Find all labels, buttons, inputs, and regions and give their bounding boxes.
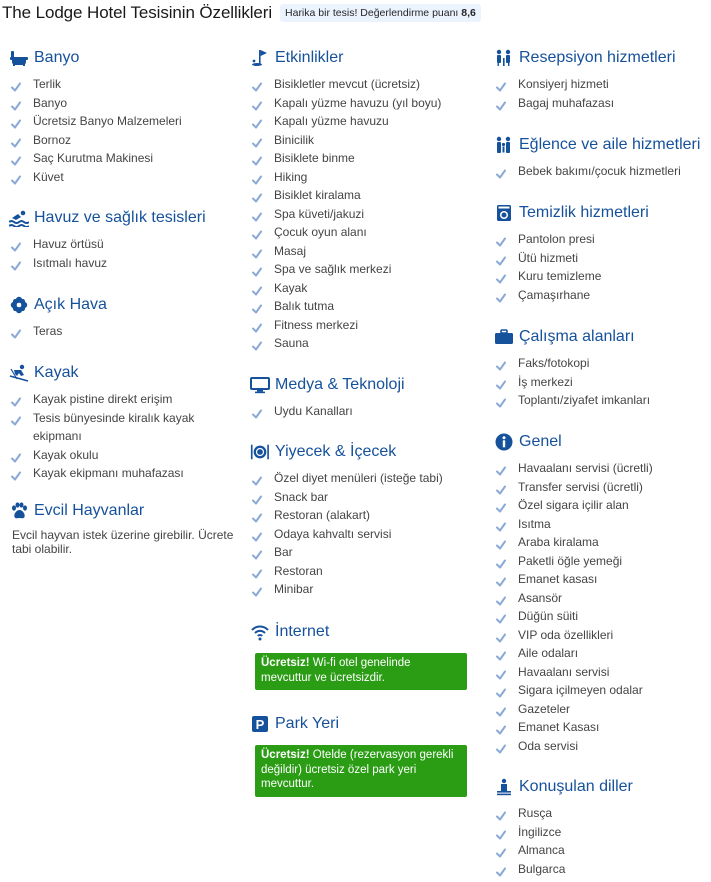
checkmark-icon [252,172,262,182]
checkmark-icon [496,704,506,714]
section-resepsiyon [494,47,709,112]
checkmark-icon [496,98,506,108]
checkmark-icon [496,358,506,368]
feature-item [494,249,709,268]
feature-item-label: Bisikletler mevcut (ücretsiz) [274,77,421,91]
feature-item-label: Hiking [274,169,308,184]
feature-item [250,205,475,224]
feature-list [494,804,709,878]
section-diller [494,776,709,878]
feature-item [494,860,709,879]
checkmark-icon [11,98,21,108]
wifi-description: Wi-fi otel genelinde mevcuttur ve ücretsizdir. [261,657,411,684]
feature-list [250,402,475,421]
feature-item [494,373,709,392]
feature-list [250,469,475,599]
feature-item-label: Faks/fotokopi [518,356,590,370]
section-medya [250,374,475,421]
feature-item-label: Ücretsiz Banyo Malzemeleri [33,114,182,128]
feature-item-label: Havuz örtüsü [33,237,104,251]
feature-item-label: Asansör [518,590,563,605]
page-title: The Lodge Hotel Tesisinin Özellikleri [2,3,273,22]
feature-item [494,570,709,589]
checkmark-icon [252,473,262,483]
checkmark-icon [11,116,21,126]
checkmark-icon [11,239,21,249]
feature-item-label: Kayak [274,280,308,295]
feature-item [494,533,709,552]
feature-item-label: İngilizce [518,824,562,839]
feature-item-label: Isıtmalı havuz [33,255,108,270]
checkmark-icon [11,450,21,460]
feature-item-label: Kuru temizleme [518,269,602,283]
feature-item [9,149,234,168]
feature-item-label: Balık tutma [274,299,335,313]
section-banyo [9,47,234,186]
feature-item-label: Havaalanı servisi [518,664,610,679]
checkmark-icon [496,377,506,387]
feature-item-label: Bisiklete binme [274,151,355,165]
feature-item-label: Havaalanı servisi (ücretli) [518,461,653,475]
plate-cutlery-icon [250,442,270,462]
checkmark-icon [252,264,262,274]
checkmark-icon [496,808,506,818]
feature-item-label: Oda servisi [518,738,579,753]
section-internet [250,621,475,690]
feature-item-label: VIP oda özellikleri [518,627,614,642]
checkmark-icon [496,722,506,732]
free-label: Ücretsiz! [261,749,310,761]
rating-badge [280,4,481,22]
checkmark-icon [496,271,506,281]
feature-item [9,464,234,483]
feature-item [494,700,709,719]
checkmark-icon [252,510,262,520]
checkmark-icon [496,79,506,89]
feature-item-label: Transfer servisi (ücretli) [518,479,643,494]
feature-item [250,260,475,279]
checkmark-icon [252,584,262,594]
feature-item-label: Spa ve sağlık merkezi [274,262,392,276]
section-eglence [494,134,709,181]
checkmark-icon [252,301,262,311]
wifi-icon [250,622,270,642]
checkmark-icon [252,566,262,576]
feature-item [494,718,709,737]
checkmark-icon [11,172,21,182]
feature-item [494,354,709,373]
checkmark-icon [496,463,506,473]
section-etkinlikler [250,47,475,353]
feature-list [494,230,709,304]
checkmark-icon [252,492,262,502]
feature-item [250,112,475,131]
feature-item [250,562,475,581]
feature-list [9,390,234,483]
section-title: İnternet [275,623,330,640]
feature-item [250,94,475,113]
feature-item-label: Sauna [274,336,309,350]
checkmark-icon [496,482,506,492]
feature-item [9,254,234,273]
feature-item [494,841,709,860]
checkmark-icon [496,611,506,621]
checkmark-icon [496,500,506,510]
section-title: Evcil Hayvanlar [34,502,145,519]
checkmark-icon [496,827,506,837]
checkmark-icon [252,529,262,539]
free-parking-notice [255,745,467,797]
family-icon [494,135,514,155]
feature-item-label: Isıtma [518,516,551,531]
rating-badge-text: Harika bir tesis! Değerlendirme puanı [285,7,459,19]
feature-item-label: Konsiyerj hizmeti [518,77,609,91]
checkmark-icon [252,227,262,237]
feature-list [494,354,709,410]
checkmark-icon [252,209,262,219]
feature-item [494,286,709,305]
checkmark-icon [252,547,262,557]
feature-item [494,644,709,663]
feature-item-label: Bebek bakımı/çocuk hizmetleri [518,164,681,178]
feature-item [250,488,475,507]
checkmark-icon [496,741,506,751]
section-title: Havuz ve sağlık tesisleri [34,209,206,226]
feature-item-label: Bornoz [33,132,72,147]
feature-item-label: Araba kiralama [518,535,599,549]
pet-policy-text: Evcil hayvan istek üzerine girebilir. Ücrete tabi olabilir. [12,528,234,556]
feature-item-label: Özel sigara içilir alan [518,498,629,512]
feature-item-label: Emanet Kasası [518,720,600,734]
feature-item [250,223,475,242]
feature-item [494,267,709,286]
section-title: Yiyecek & İçecek [275,443,397,460]
section-genel [494,431,709,755]
checkmark-icon [496,253,506,263]
feature-item [250,242,475,261]
swimmer-icon [9,208,29,228]
section-evcil [9,500,234,556]
feature-item [250,168,475,187]
checkmark-icon [496,166,506,176]
flower-icon [9,295,29,315]
reception-people-icon [494,48,514,68]
checkmark-icon [252,79,262,89]
feature-item-label: İş merkezi [518,374,573,389]
feature-item-label: Rusça [518,806,553,820]
checkmark-icon [496,537,506,547]
feature-item [250,525,475,544]
feature-item-label: Teras [33,324,63,338]
feature-item [250,402,475,421]
section-title: Kayak [34,364,79,381]
feature-item-label: Almanca [518,843,565,857]
checkmark-icon [496,290,506,300]
feature-item-label: Uydu Kanalları [274,404,353,418]
feature-item [250,543,475,562]
section-title: Temizlik hizmetleri [519,204,649,221]
feature-item-label: Spa küveti/jakuzi [274,206,365,221]
feature-item [494,515,709,534]
svg-text:P: P [255,717,265,732]
checkmark-icon [496,574,506,584]
section-title: Park Yeri [275,715,340,732]
feature-list [9,235,234,272]
feature-item [494,737,709,756]
checkmark-icon [11,394,21,404]
feature-list [494,162,709,181]
feature-item [494,459,709,478]
checkmark-icon [11,468,21,478]
checkmark-icon [252,406,262,416]
checkmark-icon [496,593,506,603]
section-title: Medya & Teknoloji [275,376,405,393]
free-wifi-notice [255,653,467,690]
rating-score: 8,6 [461,7,476,19]
checkmark-icon [496,648,506,658]
checkmark-icon [252,116,262,126]
checkmark-icon [11,413,21,423]
feature-item-label: Çamaşırhane [518,287,591,302]
feature-list [250,75,475,353]
section-title: Resepsiyon hizmetleri [519,49,676,66]
feature-item-label: Bulgarca [518,861,566,876]
feature-item-label: Kayak okulu [33,447,99,462]
feature-item-label: Aile odaları [518,646,579,660]
feature-item-label: Özel diyet menüleri (isteğe tabi) [274,471,443,485]
checkmark-icon [496,864,506,874]
feature-item [250,580,475,599]
paw-icon [9,501,29,521]
feature-item [250,186,475,205]
feature-item [494,804,709,823]
feature-item [494,478,709,497]
feature-item-label: Pantolon presi [518,232,595,246]
section-title: Banyo [34,49,80,66]
feature-list [494,459,709,755]
parking-icon [250,714,270,734]
feature-item [494,823,709,842]
checkmark-icon [496,556,506,566]
feature-item [9,322,234,341]
feature-item [494,94,709,113]
feature-item [494,626,709,645]
checkmark-icon [252,98,262,108]
checkmark-icon [496,395,506,405]
feature-item-label: Gazeteler [518,701,571,716]
feature-item-label: Tesis bünyesinde kiralık kayak ekipmanı [33,410,195,443]
feature-item-label: Terlik [33,77,62,91]
feature-item-label: Kayak pistine direkt erişim [33,392,173,406]
feature-item [9,390,234,409]
feature-item-label: Saç Kurutma Makinesi [33,151,154,165]
feature-item [494,75,709,94]
feature-item [9,168,234,187]
section-park [250,713,475,797]
checkmark-icon [11,326,21,336]
section-title: Genel [519,433,562,450]
feature-list [9,75,234,186]
feature-item-label: Restoran (alakart) [274,508,371,522]
parking-description: Otelde (rezervasyon gerekli değildir) ücretsiz özel park yeri mevcuttur. [261,749,454,790]
feature-item [250,131,475,150]
feature-item [494,589,709,608]
checkmark-icon [252,135,262,145]
feature-item-label: Ütü hizmeti [518,250,579,265]
feature-item-label: Kapalı yüzme havuzu (yıl boyu) [274,95,442,110]
section-title: Çalışma alanları [519,328,635,345]
feature-item-label: Binicilik [274,132,315,147]
checkmark-icon [11,258,21,268]
feature-item-label: Çocuk oyun alanı [274,225,367,239]
feature-item-label: Paketli öğle yemeği [518,553,623,568]
section-havuz [9,207,234,272]
feature-item [494,552,709,571]
checkmark-icon [252,246,262,256]
section-acikhava [9,294,234,341]
feature-item [494,162,709,181]
feature-item [9,94,234,113]
feature-item-label: Banyo [33,95,68,110]
checkmark-icon [252,190,262,200]
briefcase-icon [494,327,514,347]
monitor-icon [250,375,270,395]
checkmark-icon [496,630,506,640]
feature-item-label: Masaj [274,243,307,258]
info-icon [494,432,514,452]
free-label: Ücretsiz! [261,657,310,669]
feature-item [9,112,234,131]
feature-item-label: Toplantı/ziyafet imkanları [518,393,651,407]
feature-item [494,230,709,249]
checkmark-icon [11,135,21,145]
checkmark-icon [496,845,506,855]
washing-machine-icon [494,203,514,223]
feature-item [250,75,475,94]
feature-item [250,469,475,488]
section-title: Konuşulan diller [519,778,633,795]
feature-item [250,149,475,168]
section-title: Açık Hava [34,296,107,313]
feature-list [494,75,709,112]
feature-item [9,75,234,94]
feature-item [9,131,234,150]
section-calisma [494,326,709,410]
feature-item-label: Bisiklet kiralama [274,188,361,202]
checkmark-icon [252,283,262,293]
feature-item-label: Emanet kasası [518,572,598,586]
feature-item [9,409,234,446]
feature-item [250,506,475,525]
checkmark-icon [11,79,21,89]
section-title: Eğlence ve aile hizmetleri [519,136,701,153]
feature-item [494,496,709,515]
feature-list [9,322,234,341]
checkmark-icon [11,153,21,163]
bathtub-icon [9,48,29,68]
feature-item [250,279,475,298]
checkmark-icon [252,153,262,163]
feature-item-label: Küvet [33,169,64,184]
feature-item [250,334,475,353]
section-temizlik [494,202,709,304]
checkmark-icon [496,519,506,529]
feature-item [494,681,709,700]
section-title: Etkinlikler [275,49,344,66]
feature-item [250,297,475,316]
feature-item [250,316,475,335]
speaker-person-icon [494,777,514,797]
feature-item-label: Restoran [274,563,323,578]
feature-item-label: Fitness merkezi [274,317,359,332]
golf-flag-icon [250,48,270,68]
feature-item-label: Sigara içilmeyen odalar [518,683,643,697]
feature-item-label: Minibar [274,582,314,596]
feature-item-label: Snack bar [274,489,329,504]
feature-item-label: Odaya kahvaltı servisi [274,526,392,541]
checkmark-icon [496,667,506,677]
feature-item-label: Kayak ekipmanı muhafazası [33,466,184,480]
feature-item [494,663,709,682]
page-header [2,2,711,24]
skier-icon [9,363,29,383]
checkmark-icon [252,320,262,330]
checkmark-icon [496,234,506,244]
feature-item [9,446,234,465]
feature-item-label: Bar [274,545,293,559]
feature-item [9,235,234,254]
feature-item [494,607,709,626]
feature-item-label: Kapalı yüzme havuzu [274,114,389,128]
feature-item-label: Düğün süiti [518,609,579,623]
checkmark-icon [252,338,262,348]
feature-item [494,391,709,410]
feature-item-label: Bagaj muhafazası [518,95,615,110]
section-yiyecek [250,441,475,599]
section-kayak [9,362,234,483]
checkmark-icon [496,685,506,695]
